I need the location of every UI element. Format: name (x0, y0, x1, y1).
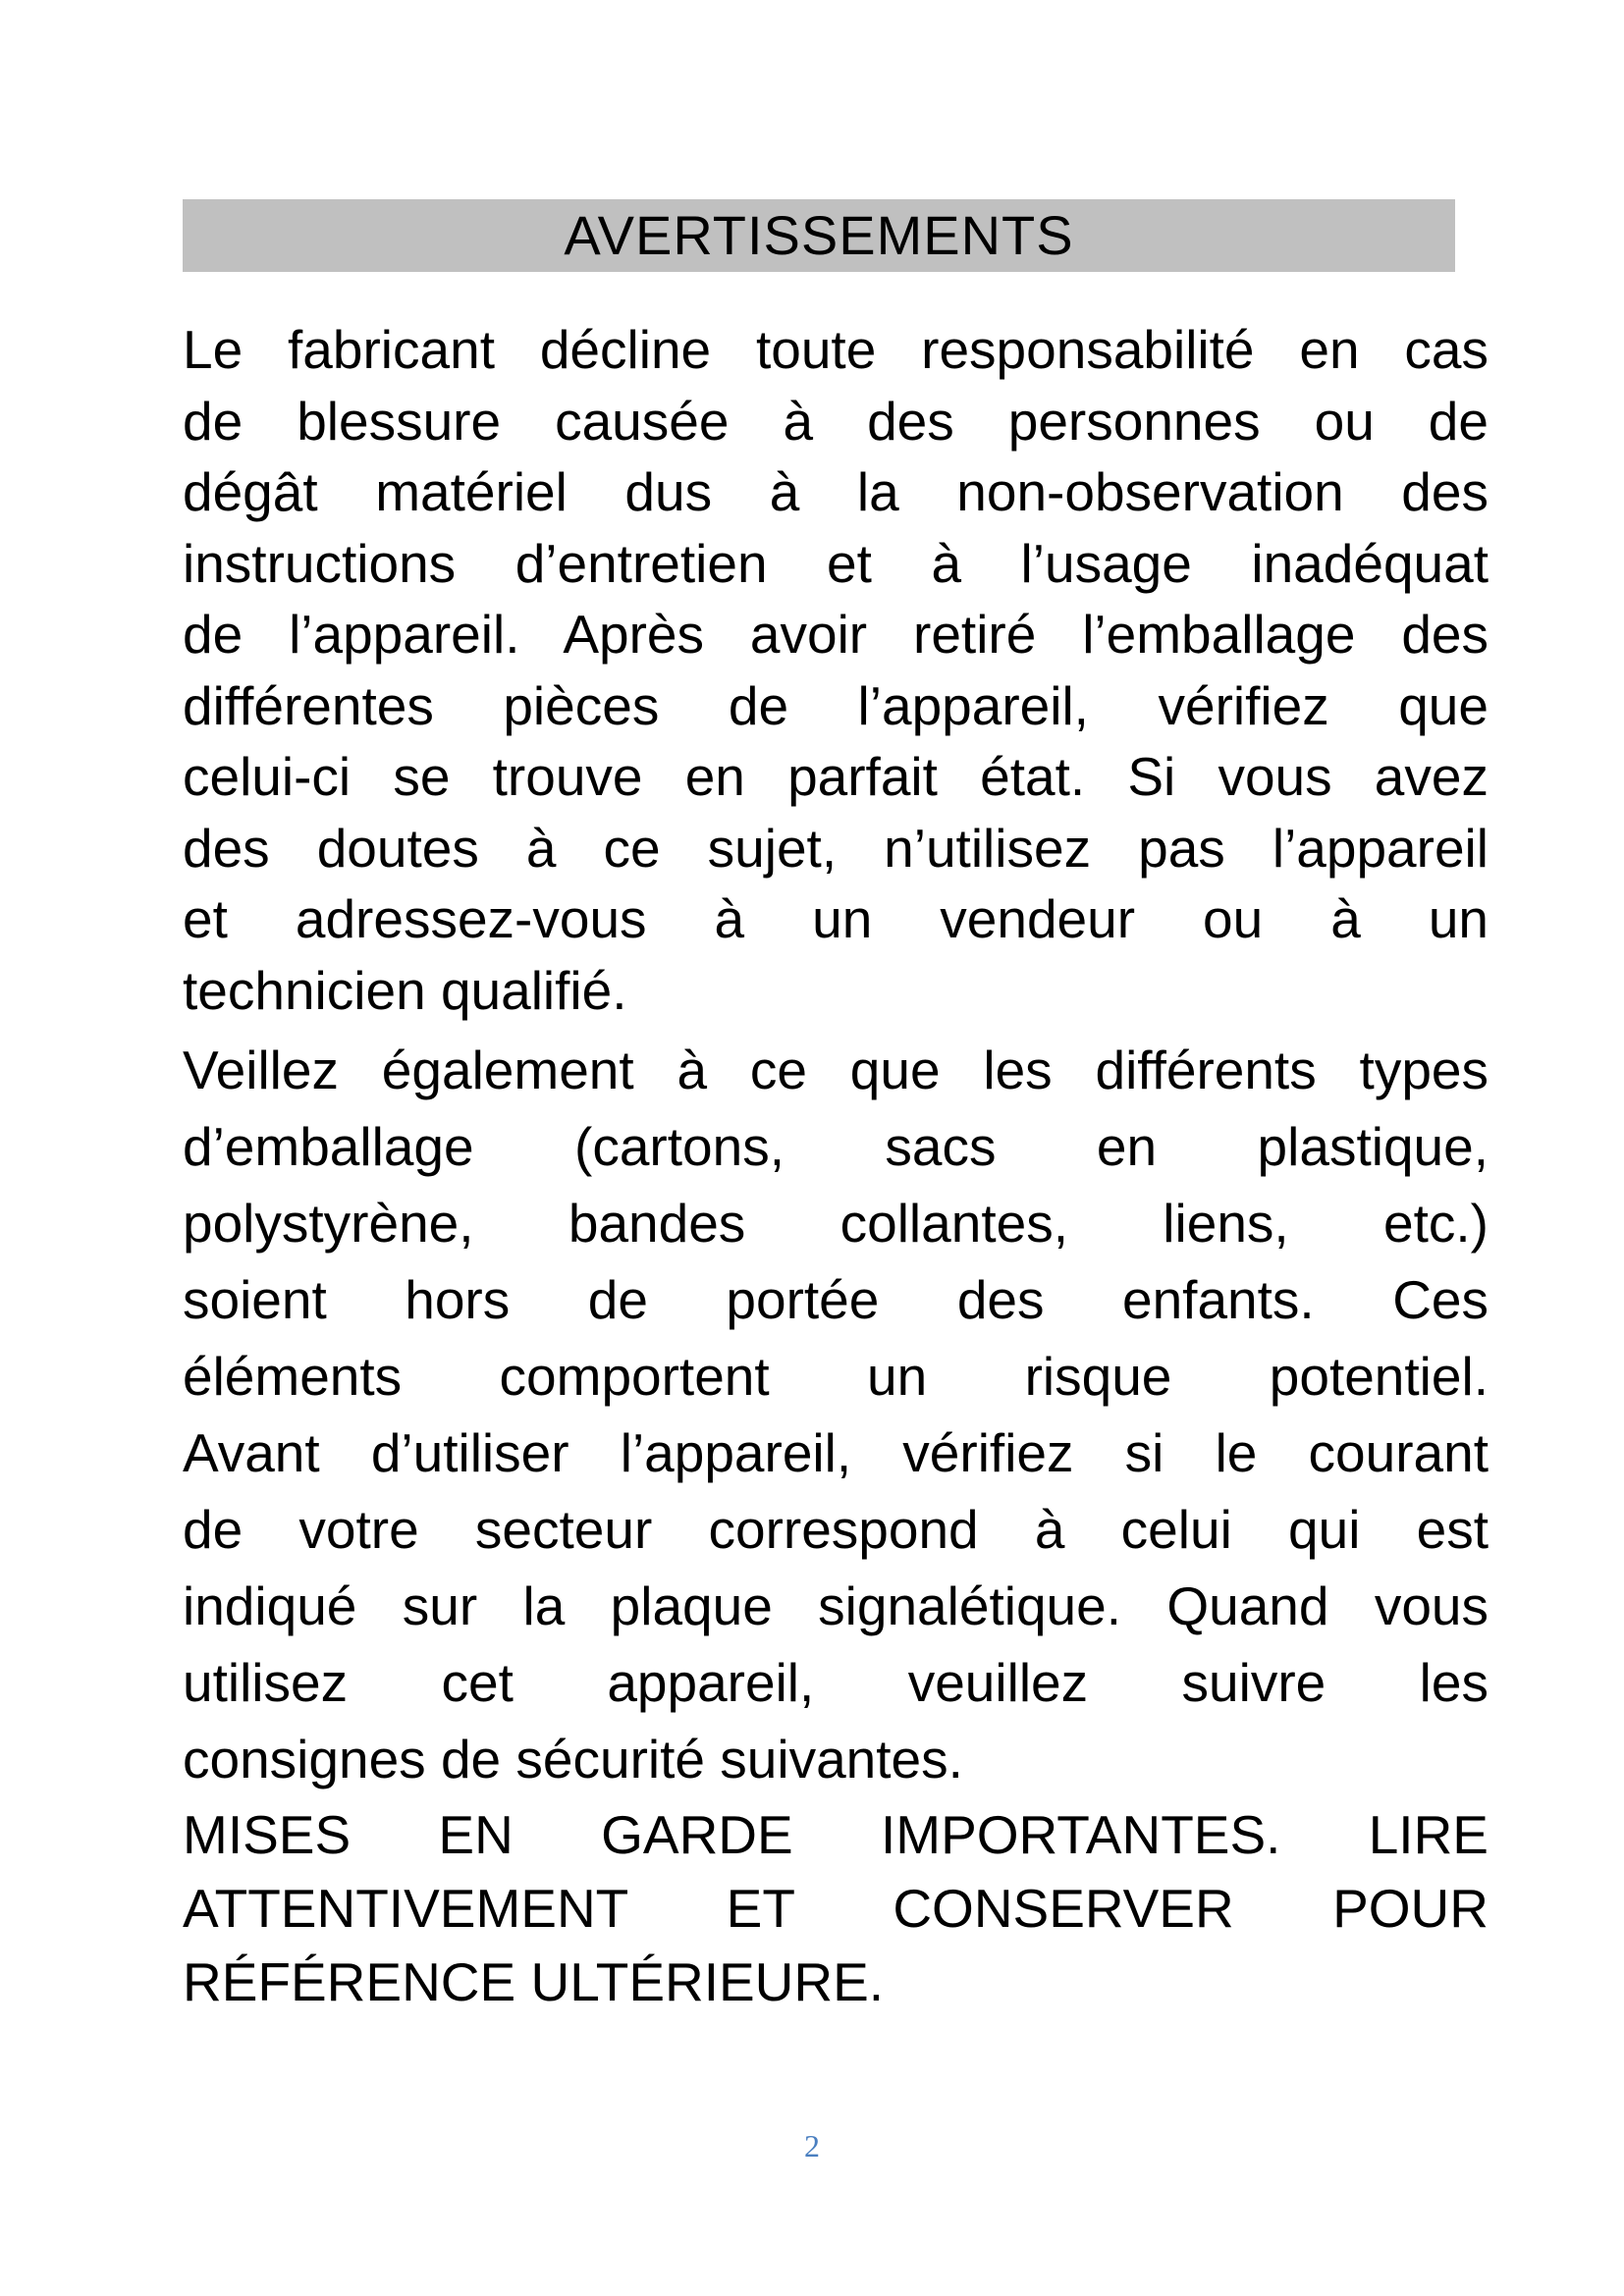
paragraph-line: Veillez également à ce que les différents types (183, 1040, 1489, 1100)
paragraph-line: Le fabricant décline toute responsabilité en cas (183, 319, 1489, 380)
paragraph-power-supply (183, 1415, 1489, 1797)
paragraph-line: instructions d’entretien et à l’usage inadéquat (183, 532, 1489, 594)
paragraph-line: de blessure causée à des personnes ou de (183, 390, 1489, 452)
paragraph-liability (183, 314, 1489, 1026)
page-number: 2 (804, 2128, 820, 2163)
paragraph-line: RÉFÉRENCE ULTÉRIEURE. (183, 1951, 885, 2012)
section-heading-bar (183, 199, 1455, 272)
paragraph-line: Avant d’utiliser l’appareil, vérifiez si le courant (183, 1422, 1489, 1483)
paragraph-line: éléments comportent un risque potentiel. (183, 1346, 1489, 1407)
paragraph-line: différentes pièces de l’appareil, vérifiez que (183, 674, 1489, 736)
paragraph-important-warnings (183, 1798, 1489, 2019)
paragraph-line: polystyrène, bandes collantes, liens, etc.) (183, 1193, 1489, 1254)
paragraph-line: consignes de sécurité suivantes. (183, 1729, 963, 1789)
paragraph-line: d’emballage (cartons, sacs en plastique, (183, 1116, 1489, 1177)
paragraph-line: de l’appareil. Après avoir retiré l’emballage des (183, 604, 1489, 665)
paragraph-line: dégât matériel dus à la non-observation des (183, 461, 1489, 522)
paragraph-line: indiqué sur la plaque signalétique. Quand vous (183, 1575, 1489, 1636)
paragraph-line: et adressez-vous à un vendeur ou à un (183, 888, 1489, 949)
paragraph-line: ATTENTIVEMENT ET CONSERVER POUR (183, 1878, 1489, 1939)
paragraph-line: celui-ci se trouve en parfait état. Si vous avez (183, 746, 1489, 807)
paragraph-line: technicien qualifié. (183, 959, 627, 1021)
paragraph-line: utilisez cet appareil, veuillez suivre les (183, 1652, 1489, 1713)
paragraph-line: des doutes à ce sujet, n’utilisez pas l’appareil (183, 817, 1489, 879)
section-heading: AVERTISSEMENTS (564, 204, 1074, 266)
paragraph-line: MISES EN GARDE IMPORTANTES. LIRE (183, 1804, 1489, 1865)
paragraph-line: de votre secteur correspond à celui qui est (183, 1499, 1489, 1560)
paragraph-packaging (183, 1032, 1489, 1415)
paragraph-line: soient hors de portée des enfants. Ces (183, 1269, 1489, 1330)
